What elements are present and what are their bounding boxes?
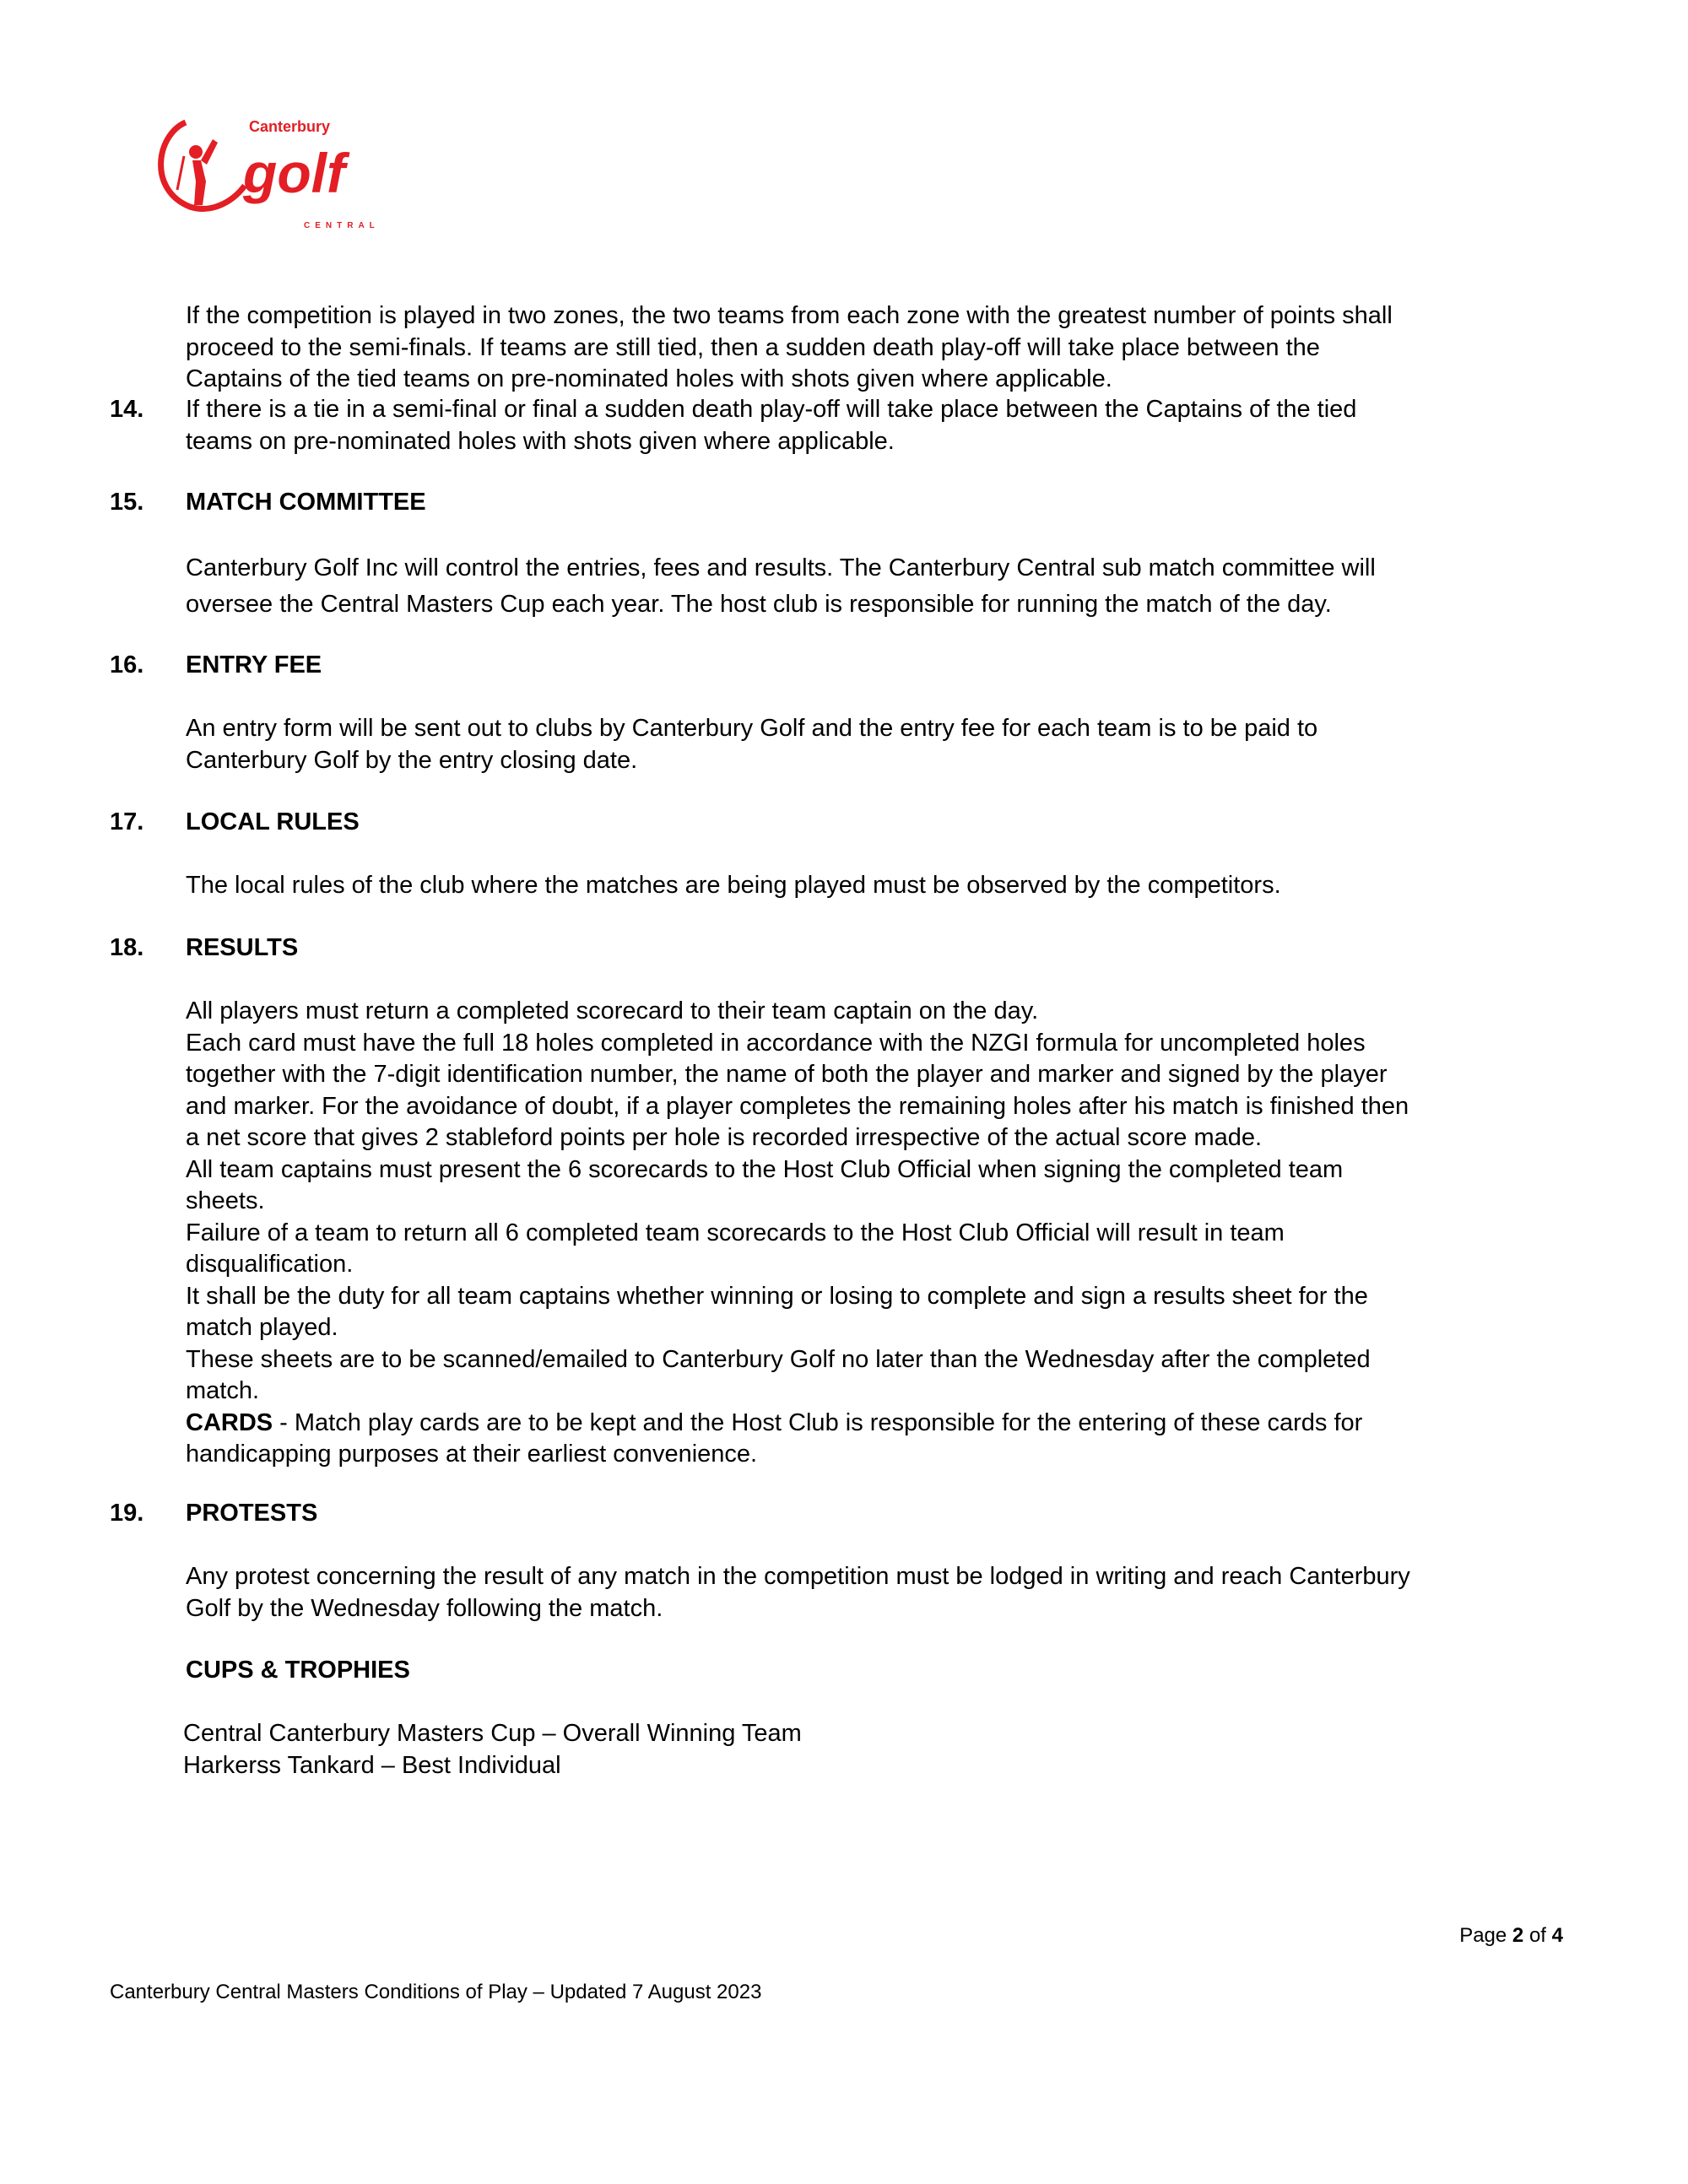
text-line: If the competition is played in two zones, the two teams from each zone with the greatest number of points shall: [186, 302, 1393, 329]
section-15-number: 15.: [110, 489, 144, 516]
section-14-number: 14.: [110, 396, 144, 423]
text-line: It shall be the duty for all team captains whether winning or losing to complete and sign a results sheet for the: [186, 1282, 1368, 1310]
page-current: 2: [1512, 1924, 1524, 1947]
section-18-heading: RESULTS: [186, 934, 299, 961]
section-17-number: 17.: [110, 808, 144, 835]
text-line: a net score that gives 2 stableford points per hole is recorded irrespective of the actual score made.: [186, 1124, 1263, 1151]
text-line: oversee the Central Masters Cup each year. The host club is responsible for running the match of the day.: [186, 591, 1332, 618]
text-line: Canterbury Golf by the entry closing date.: [186, 746, 638, 774]
text-line: proceed to the semi-finals. If teams are still tied, then a sudden death play-off will take place between the: [186, 333, 1320, 361]
text-line: All team captains must present the 6 scorecards to the Host Club Official when signing the completed team: [186, 1155, 1344, 1183]
section-19-heading: PROTESTS: [186, 1500, 318, 1527]
section-15-text: [186, 550, 1376, 623]
cards-line: - Match play cards are to be kept and the Host Club is responsible for the entering of these cards for: [273, 1408, 1363, 1436]
text-line: If there is a tie in a semi-final or final a sudden death play-off will take place between the Captains of the tied: [186, 396, 1357, 423]
section-18-number: 18.: [110, 934, 144, 961]
canterbury-golf-logo: [152, 110, 405, 236]
section-19-text: [186, 1561, 1410, 1624]
page-prefix: Page: [1459, 1924, 1512, 1947]
svg-text:Canterbury: Canterbury: [249, 118, 331, 135]
footer-text: Canterbury Central Masters Conditions of Play – Updated 7 August 2023: [110, 1981, 762, 2003]
section-15-heading: MATCH COMMITTEE: [186, 489, 426, 516]
results-lines: [186, 996, 1409, 1408]
text-line: Each card must have the full 18 holes completed in accordance with the NZGI formula for uncompleted holes: [186, 1029, 1366, 1057]
text-line: together with the 7-digit identification number, the name of both the player and marker and signed by the player: [186, 1061, 1388, 1088]
text-line: sheets.: [186, 1187, 265, 1214]
text-line: match.: [186, 1377, 260, 1404]
cards-label: CARDS: [186, 1408, 273, 1436]
section-14-text: [186, 394, 1356, 457]
text-line: Central Canterbury Masters Cup – Overall Winning Team: [183, 1720, 802, 1747]
text-line: and marker. For the avoidance of doubt, if a player completes the remaining holes after his match is finished then: [186, 1092, 1409, 1120]
text-line: An entry form will be sent out to clubs by Canterbury Golf and the entry fee for each team is to be paid to: [186, 715, 1318, 742]
text-line: All players must return a completed scorecard to their team captain on the day.: [186, 997, 1039, 1024]
page-of: of: [1523, 1924, 1552, 1947]
svg-text:CENTRAL: CENTRAL: [304, 221, 380, 230]
section-19-number: 19.: [110, 1500, 144, 1527]
text-line: Canterbury Golf Inc will control the entries, fees and results. The Canterbury Central sub match committee will: [186, 554, 1376, 581]
cups-heading: CUPS & TROPHIES: [186, 1657, 410, 1684]
text-line: disqualification.: [186, 1251, 354, 1278]
cards-line: handicapping purposes at their earliest convenience.: [186, 1441, 758, 1468]
text-line: The local rules of the club where the matches are being played must be observed by the competitors.: [186, 872, 1281, 899]
page-total: 4: [1551, 1924, 1563, 1947]
section-17-heading: LOCAL RULES: [186, 808, 360, 835]
section-18-text: [186, 996, 1409, 1471]
text-line: match played.: [186, 1314, 338, 1341]
text-line: Harkerss Tankard – Best Individual: [183, 1751, 561, 1779]
text-line: These sheets are to be scanned/emailed to Canterbury Golf no later than the Wednesday after the completed: [186, 1345, 1371, 1373]
cards-paragraph: [186, 1408, 1409, 1440]
text-line: Golf by the Wednesday following the match.: [186, 1594, 663, 1622]
text-line: Captains of the tied teams on pre-nominated holes with shots given where applicable.: [186, 365, 1112, 392]
section-17-text: [186, 870, 1281, 902]
cups-list: [183, 1718, 802, 1781]
section-16-number: 16.: [110, 651, 144, 678]
svg-text:golf: golf: [243, 142, 345, 204]
text-line: Any protest concerning the result of any match in the competition must be lodged in writing and reach Canterbury: [186, 1563, 1410, 1590]
text-line: teams on pre-nominated holes with shots given where applicable.: [186, 427, 895, 455]
section-16-text: [186, 713, 1317, 776]
text-line: Failure of a team to return all 6 completed team scorecards to the Host Club Official will result in team: [186, 1219, 1285, 1246]
section-13-text: [186, 300, 1393, 396]
page-number: [1459, 1924, 1563, 1948]
section-16-heading: ENTRY FEE: [186, 651, 322, 678]
